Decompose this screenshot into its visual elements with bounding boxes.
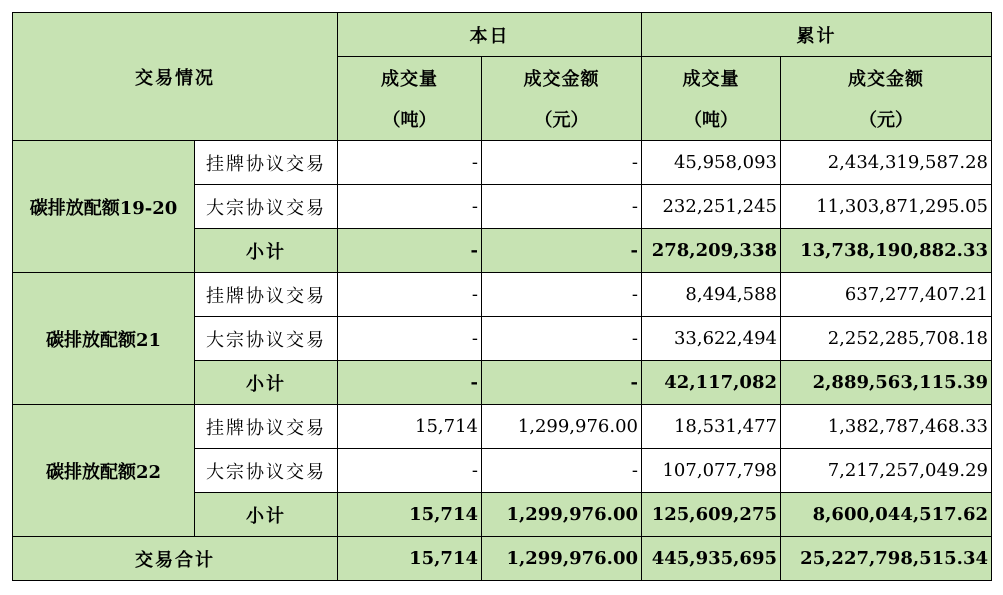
today-amount: 1,299,976.00 <box>482 493 642 537</box>
cum-volume: 18,531,477 <box>642 405 781 449</box>
subtotal-label: 小计 <box>195 361 338 405</box>
subtotal-label: 小计 <box>195 229 338 273</box>
today-amount: 1,299,976.00 <box>482 405 642 449</box>
today-amount-header: 成交金额 <box>482 57 642 99</box>
subtotal-label: 小计 <box>195 493 338 537</box>
today-header: 本日 <box>338 13 642 57</box>
cum-amount-header: 成交金额 <box>781 57 992 99</box>
cum-volume: 445,935,695 <box>642 537 781 581</box>
today-amount: - <box>482 273 642 317</box>
today-amount: - <box>482 449 642 493</box>
total-row <box>13 537 992 581</box>
cum-amount: 7,217,257,049.29 <box>781 449 992 493</box>
cum-amount-unit: （元） <box>781 99 992 141</box>
cum-amount: 8,600,044,517.62 <box>781 493 992 537</box>
cum-amount: 1,382,787,468.33 <box>781 405 992 449</box>
today-volume: - <box>338 185 482 229</box>
today-volume: - <box>338 361 482 405</box>
cum-volume-unit: （吨） <box>642 99 781 141</box>
group-name: 碳排放配额21 <box>13 273 195 405</box>
today-volume: - <box>338 449 482 493</box>
today-amount: - <box>482 317 642 361</box>
group-name: 碳排放配额22 <box>13 405 195 537</box>
cum-volume: 232,251,245 <box>642 185 781 229</box>
cum-volume: 42,117,082 <box>642 361 781 405</box>
today-amount-unit: （元） <box>482 99 642 141</box>
cum-volume: 33,622,494 <box>642 317 781 361</box>
trade-type: 大宗协议交易 <box>195 449 338 493</box>
cum-amount: 13,738,190,882.33 <box>781 229 992 273</box>
table-row <box>13 273 992 317</box>
today-volume: - <box>338 273 482 317</box>
today-amount: - <box>482 229 642 273</box>
today-amount: - <box>482 361 642 405</box>
cum-amount: 637,277,407.21 <box>781 273 992 317</box>
today-volume: - <box>338 317 482 361</box>
cum-volume-header: 成交量 <box>642 57 781 99</box>
trade-type: 挂牌协议交易 <box>195 405 338 449</box>
today-volume: 15,714 <box>338 537 482 581</box>
cumulative-header: 累计 <box>642 13 992 57</box>
today-volume-unit: （吨） <box>338 99 482 141</box>
cum-volume: 45,958,093 <box>642 141 781 185</box>
cum-amount: 11,303,871,295.05 <box>781 185 992 229</box>
cum-amount: 25,227,798,515.34 <box>781 537 992 581</box>
category-header: 交易情况 <box>13 13 338 141</box>
trading-summary-table <box>12 12 992 581</box>
total-label: 交易合计 <box>13 537 338 581</box>
today-volume-header: 成交量 <box>338 57 482 99</box>
trade-type: 挂牌协议交易 <box>195 273 338 317</box>
cum-amount: 2,252,285,708.18 <box>781 317 992 361</box>
today-amount: - <box>482 185 642 229</box>
cum-volume: 8,494,588 <box>642 273 781 317</box>
cum-amount: 2,889,563,115.39 <box>781 361 992 405</box>
table-row <box>13 141 992 185</box>
today-amount: - <box>482 141 642 185</box>
today-volume: 15,714 <box>338 493 482 537</box>
cum-amount: 2,434,319,587.28 <box>781 141 992 185</box>
table-row <box>13 405 992 449</box>
today-amount: 1,299,976.00 <box>482 537 642 581</box>
cum-volume: 125,609,275 <box>642 493 781 537</box>
group-name: 碳排放配额19-20 <box>13 141 195 273</box>
today-volume: - <box>338 229 482 273</box>
today-volume: 15,714 <box>338 405 482 449</box>
trade-type: 挂牌协议交易 <box>195 141 338 185</box>
cum-volume: 278,209,338 <box>642 229 781 273</box>
cum-volume: 107,077,798 <box>642 449 781 493</box>
today-volume: - <box>338 141 482 185</box>
trade-type: 大宗协议交易 <box>195 185 338 229</box>
trade-type: 大宗协议交易 <box>195 317 338 361</box>
